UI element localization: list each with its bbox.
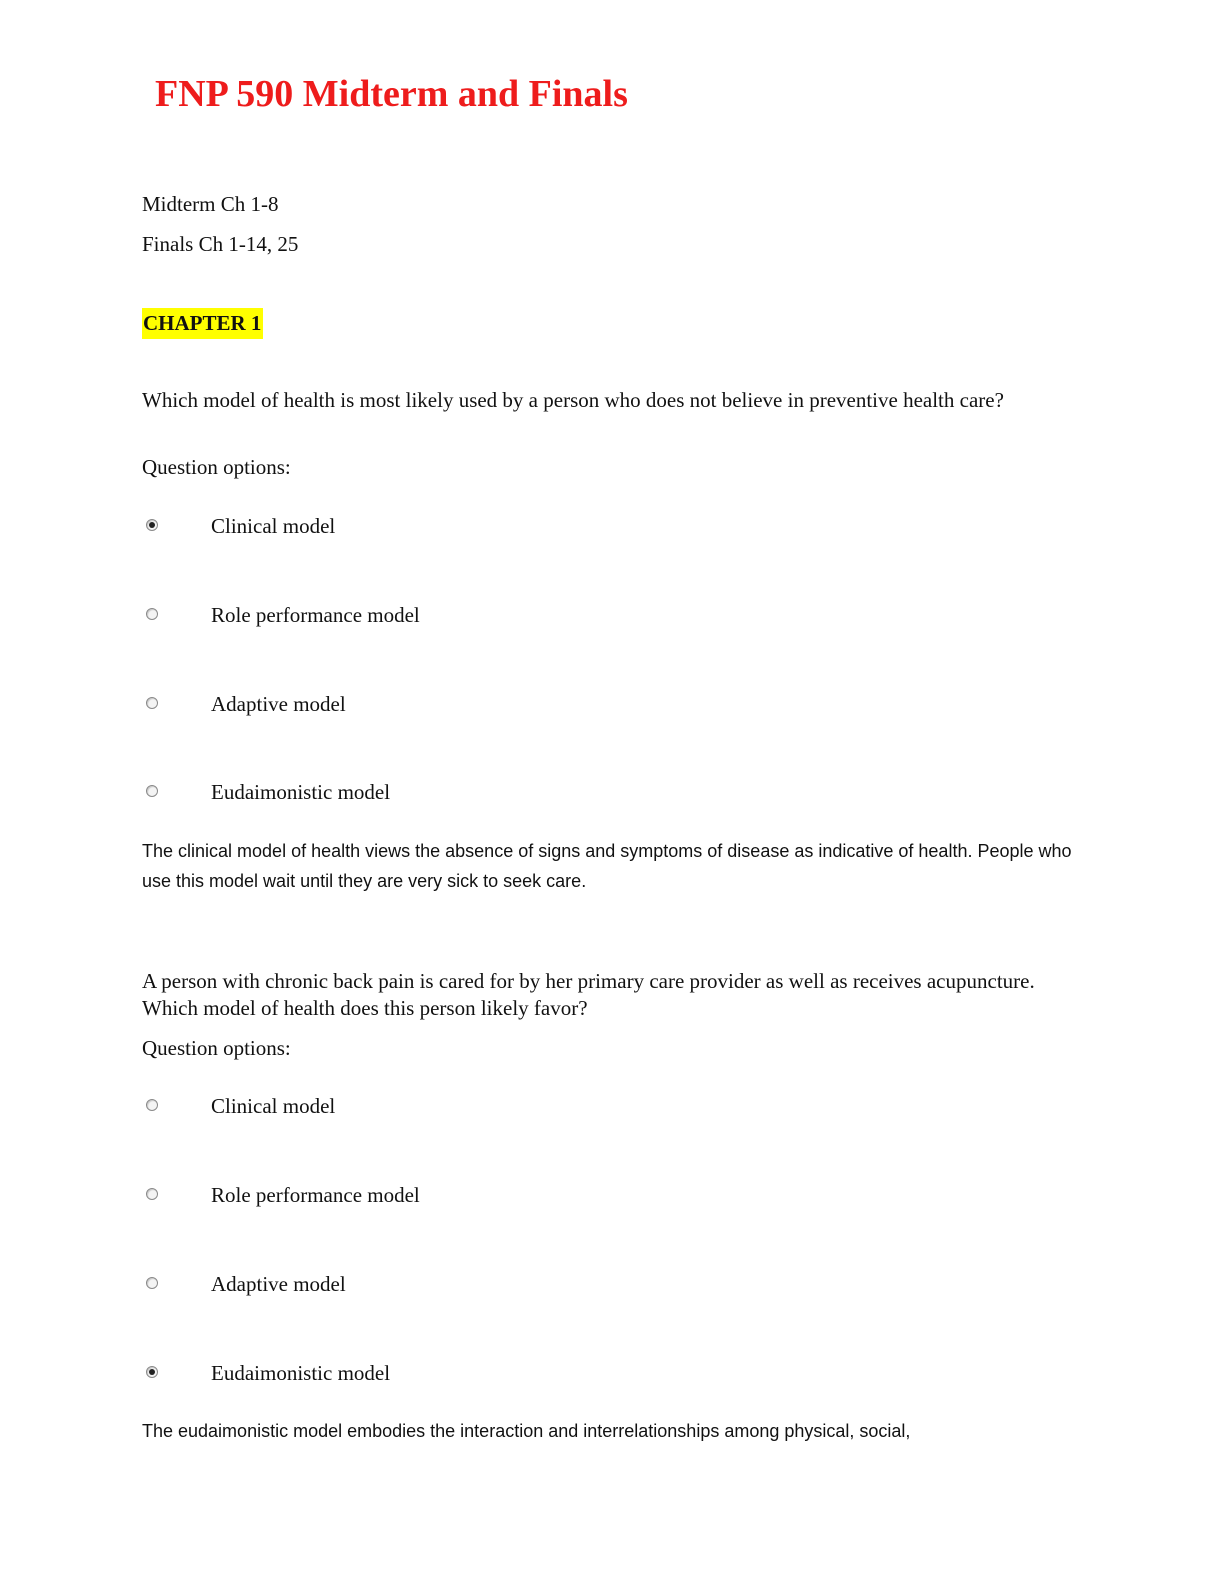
- question-2-text: A person with chronic back pain is cared for by her primary care provider as well as receives acupuncture. Which model of health does this person likely favor?: [142, 969, 1035, 1020]
- q2-option-4-label: Eudaimonistic model: [211, 1361, 391, 1385]
- chapter-heading: CHAPTER 1: [142, 308, 263, 339]
- q1-option-4-radio[interactable]: [146, 785, 158, 797]
- q2-option-4-radio[interactable]: [146, 1366, 158, 1378]
- question-1-options-label: Question options:: [142, 455, 291, 479]
- q1-option-3-label: Adaptive model: [211, 692, 346, 716]
- midterm-scope: Midterm Ch 1-8: [142, 192, 279, 216]
- question-1-explanation: The clinical model of health views the absence of signs and symptoms of disease as indicative of health. People who use this model wait until they are very sick to seek care.: [142, 841, 1072, 891]
- q1-option-1-radio[interactable]: [146, 519, 158, 531]
- q2-option-2-label: Role performance model: [211, 1183, 420, 1207]
- question-2-explanation: The eudaimonistic model embodies the interaction and interrelationships among physical, social,: [142, 1421, 911, 1441]
- q1-option-4-label: Eudaimonistic model: [211, 780, 391, 804]
- q2-option-3-radio[interactable]: [146, 1277, 158, 1289]
- finals-scope: Finals Ch 1-14, 25: [142, 232, 299, 256]
- q2-option-2-radio[interactable]: [146, 1188, 158, 1200]
- question-2-options-label: Question options:: [142, 1036, 291, 1060]
- question-1-text: Which model of health is most likely used by a person who does not believe in preventive health care?: [142, 388, 1004, 412]
- q1-option-2-label: Role performance model: [211, 603, 420, 627]
- q2-option-1-label: Clinical model: [211, 1094, 336, 1118]
- q1-option-3-radio[interactable]: [146, 697, 158, 709]
- document-title: FNP 590 Midterm and Finals: [155, 73, 628, 115]
- q1-option-1-label: Clinical model: [211, 514, 336, 538]
- q1-option-2-radio[interactable]: [146, 608, 158, 620]
- q2-option-1-radio[interactable]: [146, 1099, 158, 1111]
- q2-option-3-label: Adaptive model: [211, 1272, 346, 1296]
